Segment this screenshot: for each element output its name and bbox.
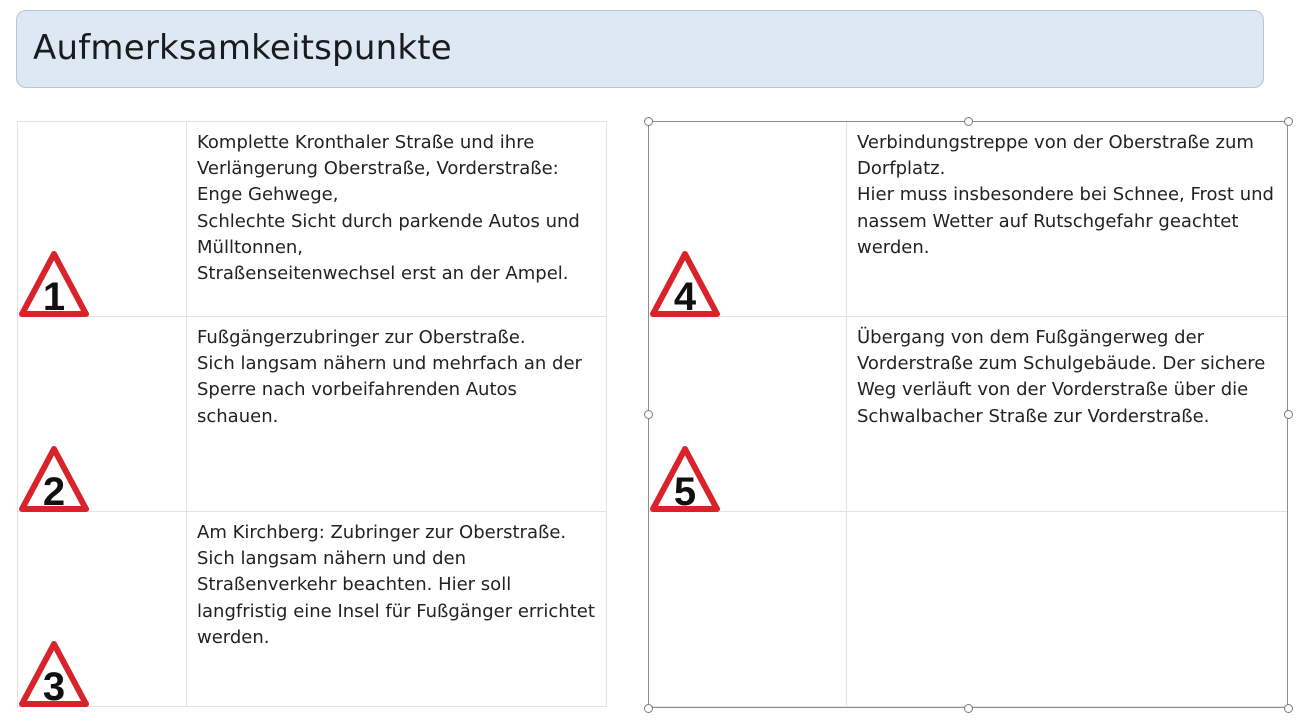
warning-triangle-icon	[649, 250, 721, 318]
table-row	[18, 317, 607, 512]
point-description: Komplette Kronthaler Straße und ihre Verlängerung Oberstraße, Vorderstraße: Enge Gehwege, Schlechte Sicht durch parkende Autos und Mülltonnen, Straßenseitenwechsel erst an der Ampel.	[197, 132, 580, 285]
left-table[interactable]	[17, 121, 607, 707]
text-cell[interactable]	[847, 122, 1288, 317]
table-row	[649, 512, 1288, 707]
icon-cell[interactable]	[18, 317, 187, 512]
table-row	[649, 122, 1288, 317]
icon-cell[interactable]	[18, 512, 187, 707]
text-cell[interactable]	[187, 512, 607, 707]
warning-number: 1	[42, 275, 66, 318]
resize-handle-left[interactable]	[644, 410, 653, 419]
warning-triangle-icon	[649, 445, 721, 513]
icon-cell[interactable]	[649, 317, 847, 512]
resize-handle-bottom-left[interactable]	[644, 704, 653, 713]
warning-triangle-icon	[18, 250, 90, 318]
warning-number: 5	[673, 470, 697, 513]
text-cell[interactable]	[847, 317, 1288, 512]
point-description: Am Kirchberg: Zubringer zur Oberstraße. Sich langsam nähern und den Straßenverkehr beachten. Hier soll langfristig eine Insel für Fußgänger errichtet werden.	[197, 522, 595, 648]
empty-icon-cell[interactable]	[649, 512, 847, 707]
point-description: Verbindungstreppe von der Oberstraße zum Dorfplatz. Hier muss insbesondere bei Schnee, Frost und nassem Wetter auf Rutschgefahr geachtet werden.	[857, 132, 1274, 258]
resize-handle-bottom-right[interactable]	[1284, 704, 1293, 713]
resize-handle-top[interactable]	[964, 117, 973, 126]
point-description: Übergang von dem Fußgängerweg der Vorderstraße zum Schulgebäude. Der sichere Weg verläuft von der Vorderstraße über die Schwalbacher Straße zur Vorderstraße.	[857, 327, 1266, 427]
resize-handle-top-left[interactable]	[644, 117, 653, 126]
table-row	[18, 512, 607, 707]
warning-number: 2	[42, 470, 66, 513]
text-cell[interactable]	[187, 317, 607, 512]
warning-triangle-icon	[18, 640, 90, 708]
table-row	[649, 317, 1288, 512]
table-row	[18, 122, 607, 317]
icon-cell[interactable]	[18, 122, 187, 317]
right-table[interactable]	[648, 121, 1288, 707]
resize-handle-top-right[interactable]	[1284, 117, 1293, 126]
slide-title-box[interactable]	[16, 10, 1264, 88]
empty-text-cell[interactable]	[847, 512, 1288, 707]
warning-number: 4	[673, 275, 697, 318]
slide-title: Aufmerksamkeitspunkte	[33, 28, 452, 68]
resize-handle-right[interactable]	[1284, 410, 1293, 419]
warning-triangle-icon	[18, 445, 90, 513]
text-cell[interactable]	[187, 122, 607, 317]
point-description: Fußgängerzubringer zur Oberstraße. Sich langsam nähern und mehrfach an der Sperre nach vorbeifahrenden Autos schauen.	[197, 327, 582, 427]
warning-number: 3	[42, 665, 66, 708]
resize-handle-bottom[interactable]	[964, 704, 973, 713]
icon-cell[interactable]	[649, 122, 847, 317]
